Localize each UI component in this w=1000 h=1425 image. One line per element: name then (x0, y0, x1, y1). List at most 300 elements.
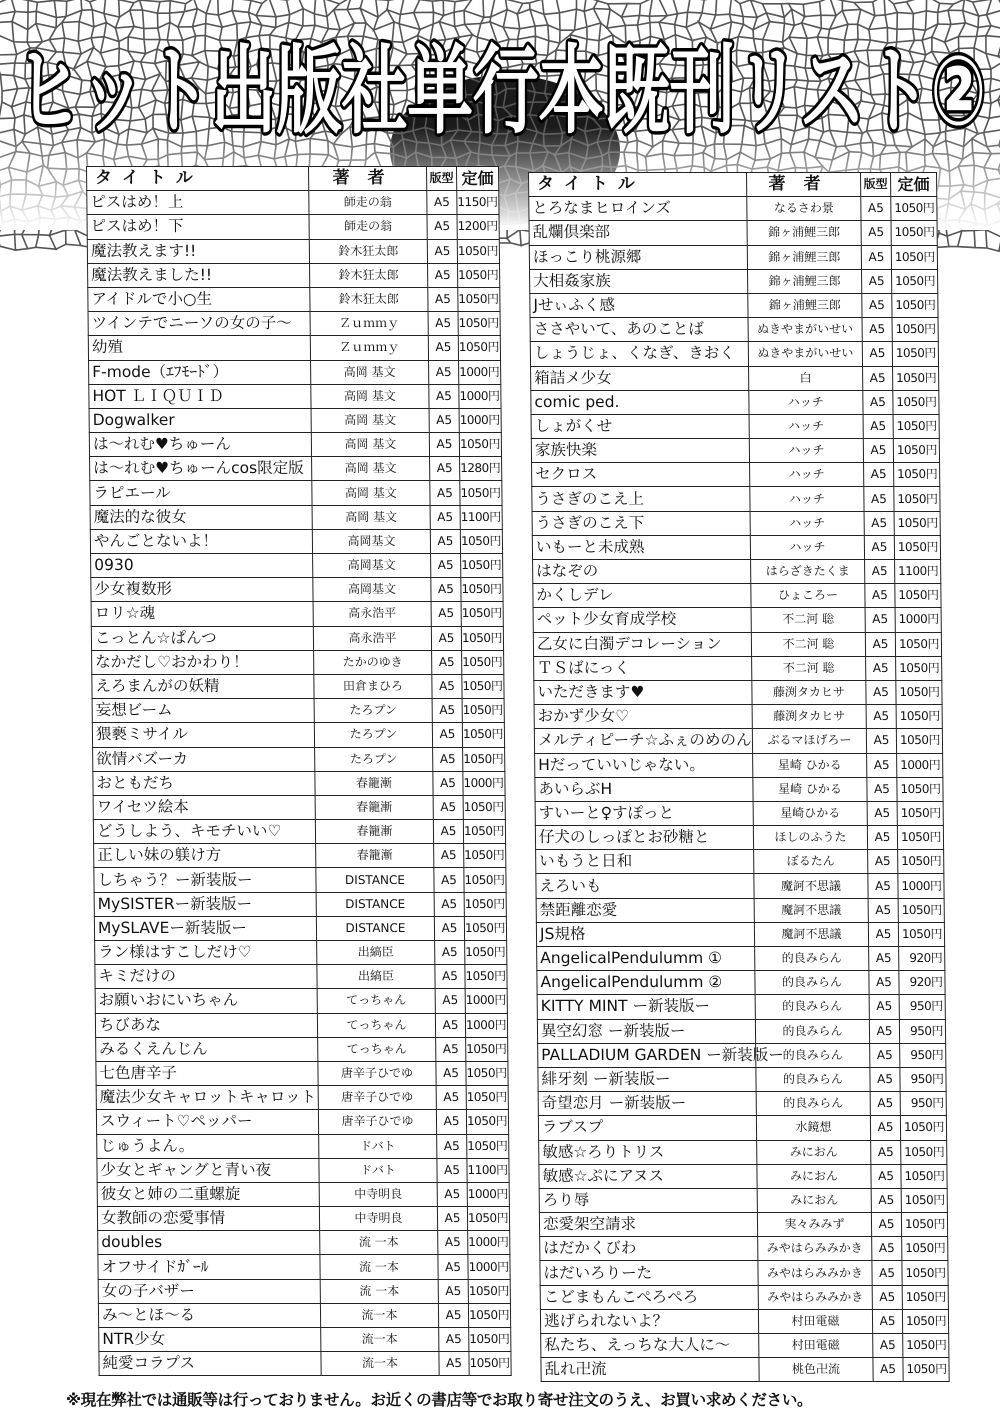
table-row (92, 723, 504, 747)
book-price-cell: 1050円 (464, 868, 506, 892)
book-price-cell: 1050円 (468, 1279, 510, 1303)
book-title-cell: 敏感☆ろりトリス (539, 1140, 757, 1164)
book-author-cell: 鈴木狂太郎 (310, 287, 428, 311)
table-row (540, 1261, 948, 1285)
book-title-cell: 魔法少女キャロットキャロット (96, 1086, 318, 1110)
book-format-cell: A5 (435, 965, 465, 989)
book-price-cell: 1050円 (466, 1037, 508, 1061)
book-format-cell: A5 (873, 1334, 903, 1358)
book-price-cell: 1050円 (466, 1061, 508, 1085)
book-author-cell: 唐辛子ひでゆ (318, 1110, 436, 1134)
book-format-cell: A5 (870, 1067, 900, 1091)
table-row (529, 245, 937, 269)
column-title-header: タイトル (529, 173, 747, 197)
book-author-cell: 春籠漸 (315, 820, 433, 844)
column-format-header: 版型 (861, 173, 891, 197)
book-author-cell: 中寺明良 (319, 1207, 437, 1231)
book-title-cell: ろり辱 (539, 1188, 757, 1212)
book-author-cell: DISTANCE (316, 916, 434, 940)
table-row (94, 892, 506, 916)
book-title-cell: Jせぃふく感 (530, 293, 748, 317)
book-format-cell: A5 (864, 463, 894, 487)
book-format-cell: A5 (872, 1237, 902, 1261)
book-format-cell: A5 (865, 560, 895, 584)
book-price-cell: 1050円 (892, 269, 938, 293)
book-author-cell: 不二河 聡 (752, 656, 866, 680)
book-author-cell: みやはらみみかき (758, 1261, 872, 1285)
book-title-cell: 妄想ビーム (92, 699, 314, 723)
table-row (540, 1309, 948, 1333)
book-title-cell: Hだっていいじゃない。 (535, 753, 753, 777)
book-title-cell: 幼殖 (88, 336, 310, 360)
table-row (96, 1086, 508, 1110)
book-format-cell: A5 (439, 1352, 469, 1376)
book-format-cell: A5 (428, 312, 458, 336)
book-author-cell: てっちゃん (317, 989, 435, 1013)
book-price-cell: 1050円 (458, 336, 500, 360)
table-row (536, 922, 944, 946)
right-book-table (528, 172, 950, 1382)
book-price-cell: 1050円 (464, 916, 506, 940)
book-price-cell: 1050円 (465, 941, 507, 965)
book-author-cell: 星崎ひかる (753, 801, 867, 825)
book-title-cell: しょがくせ (531, 414, 749, 438)
book-author-cell: 流 一本 (320, 1279, 438, 1303)
book-title-cell: 仔犬のしっぽとお砂糖と (535, 826, 753, 850)
book-author-cell: 出縞臣 (317, 941, 435, 965)
book-author-cell: 白 (749, 366, 863, 390)
book-format-cell: A5 (866, 680, 896, 704)
book-title-cell: doubles (98, 1231, 320, 1255)
book-price-cell: 1100円 (460, 505, 502, 529)
book-author-cell: Ｚｕｍｍｙ (310, 312, 428, 336)
book-title-cell: 禁距離恋愛 (536, 898, 754, 922)
book-title-cell: KITTY MINT ー新装版ー (537, 995, 755, 1019)
page-title (6, 22, 996, 152)
table-row (96, 1037, 508, 1061)
book-title-cell: は～れむ♥ちゅーん (89, 433, 311, 457)
book-format-cell: A5 (867, 826, 897, 850)
book-format-cell: A5 (871, 1213, 901, 1237)
book-title-cell: お願いおにいちゃん (95, 989, 317, 1013)
book-price-cell: 1050円 (898, 922, 944, 946)
book-title-cell: MySLAVEー新装版ー (94, 916, 316, 940)
book-author-cell: たろプン (315, 747, 433, 771)
book-author-cell: 高岡基文 (312, 529, 430, 553)
table-row (537, 947, 945, 971)
book-format-cell: A5 (871, 1164, 901, 1188)
book-format-cell: A5 (868, 898, 898, 922)
book-title-cell: ピスはめ！下 (87, 215, 309, 239)
book-price-cell: 1050円 (461, 578, 503, 602)
book-price-cell: 1050円 (902, 1261, 948, 1285)
book-title-cell: 魔法教えます!! (87, 239, 309, 263)
book-price-cell: 1050円 (894, 487, 940, 511)
footer-note: ※現在弊社では通販等は行っておりません。お近くの書店等でお取り寄せ注文のうえ、お買い求めください。 (66, 1391, 813, 1409)
book-price-cell: 1050円 (459, 433, 501, 457)
book-format-cell: A5 (864, 487, 894, 511)
book-format-cell: A5 (861, 245, 891, 269)
table-row (90, 529, 502, 553)
column-author-header: 著者 (747, 173, 861, 197)
book-title-cell: うさぎのこえ下 (532, 511, 750, 535)
book-author-cell: 春籠漸 (315, 795, 433, 819)
table-row (533, 608, 941, 632)
book-price-cell: 1000円 (467, 1182, 509, 1206)
book-price-cell: 1050円 (902, 1309, 948, 1333)
book-format-cell: A5 (432, 674, 462, 698)
book-author-cell: 的良みらん (755, 995, 869, 1019)
book-price-cell: 920円 (899, 971, 945, 995)
book-author-cell: 魔訶不思議 (754, 898, 868, 922)
book-author-cell: 鈴木狂太郎 (309, 239, 427, 263)
column-author-header: 著者 (309, 167, 427, 191)
book-title-cell: 魔法教えました!! (88, 263, 310, 287)
book-author-cell: 高岡基文 (313, 554, 431, 578)
book-format-cell: A5 (429, 384, 459, 408)
table-row (534, 680, 942, 704)
book-author-cell: てっちゃん (318, 1037, 436, 1061)
column-title-header: タイトル (87, 167, 309, 191)
book-title-cell: MySISTERー新装版ー (94, 892, 316, 916)
table-row (89, 360, 501, 384)
book-format-cell: A5 (438, 1279, 468, 1303)
table-row (93, 795, 505, 819)
column-format-header: 版型 (427, 167, 457, 191)
book-author-cell: 高岡 基文 (311, 433, 429, 457)
table-row (539, 1188, 947, 1212)
book-author-cell: たろプン (314, 723, 432, 747)
book-author-cell: 星崎 ひかる (753, 753, 867, 777)
book-author-cell: 村田電磁 (759, 1334, 873, 1358)
table-row (97, 1134, 509, 1158)
book-format-cell: A5 (868, 922, 898, 946)
table-row (530, 342, 938, 366)
book-author-cell: ドバト (319, 1158, 437, 1182)
book-format-cell: A5 (871, 1188, 901, 1212)
book-price-cell: 1050円 (893, 366, 939, 390)
table-row (540, 1237, 948, 1261)
book-price-cell: 1050円 (458, 263, 500, 287)
book-title-cell: ほっこり桃源郷 (529, 245, 747, 269)
book-price-cell: 1150円 (457, 191, 499, 215)
book-author-cell: 的良みらん (755, 1019, 869, 1043)
book-format-cell: A5 (427, 239, 457, 263)
book-format-cell: A5 (430, 481, 460, 505)
book-price-cell: 1050円 (898, 850, 944, 874)
table-row (538, 1067, 946, 1091)
table-row (535, 826, 943, 850)
book-author-cell: 魔訶不思議 (754, 874, 868, 898)
book-format-cell: A5 (432, 723, 462, 747)
book-author-cell: 藤渕タカヒサ (752, 680, 866, 704)
book-format-cell: A5 (429, 360, 459, 384)
book-author-cell: 的良みらん (755, 971, 869, 995)
book-author-cell: ハッチ (749, 390, 863, 414)
right-header-row (529, 173, 937, 197)
book-price-cell: 1000円 (459, 408, 501, 432)
table-row (532, 463, 940, 487)
book-price-cell: 1050円 (902, 1237, 948, 1261)
book-format-cell: A5 (433, 771, 463, 795)
table-row (91, 554, 503, 578)
table-row (95, 989, 507, 1013)
book-author-cell: 高岡基文 (313, 578, 431, 602)
book-price-cell: 1050円 (896, 729, 942, 753)
table-row (530, 293, 938, 317)
book-price-cell: 1050円 (893, 414, 939, 438)
book-price-cell: 950円 (899, 1019, 945, 1043)
book-format-cell: A5 (438, 1255, 468, 1279)
book-format-cell: A5 (866, 705, 896, 729)
table-row (534, 656, 942, 680)
table-row (537, 995, 945, 1019)
book-author-cell: 高岡 基文 (312, 505, 430, 529)
table-row (541, 1358, 949, 1382)
page-title-text: ヒット出版社単行本既刊リスト② (16, 35, 986, 147)
book-price-cell: 1050円 (901, 1213, 947, 1237)
book-format-cell: A5 (866, 729, 896, 753)
book-price-cell: 950円 (899, 995, 945, 1019)
book-title-cell: 0930 (91, 554, 313, 578)
book-format-cell: A5 (872, 1261, 902, 1285)
book-title-cell: AngelicalPendulumm ② (537, 971, 755, 995)
table-row (94, 868, 506, 892)
book-author-cell: ぬきやまがいせい (748, 318, 862, 342)
book-format-cell: A5 (432, 650, 462, 674)
table-row (536, 850, 944, 874)
book-title-cell: ラン様はすこしだけ♡ (95, 941, 317, 965)
book-format-cell: A5 (435, 941, 465, 965)
book-author-cell: 流 一本 (320, 1231, 438, 1255)
book-format-cell: A5 (435, 1013, 465, 1037)
book-title-cell: ちびあな (95, 1013, 317, 1037)
book-price-cell: 1050円 (467, 1207, 509, 1231)
table-row (93, 820, 505, 844)
book-format-cell: A5 (863, 390, 893, 414)
book-format-cell: A5 (436, 1037, 466, 1061)
book-title-cell: JS規格 (536, 922, 754, 946)
book-price-cell: 950円 (900, 1092, 946, 1116)
table-row (539, 1164, 947, 1188)
book-title-cell: 欲情バズーカ (93, 747, 315, 771)
book-format-cell: A5 (431, 554, 461, 578)
book-format-cell: A5 (863, 414, 893, 438)
book-format-cell: A5 (437, 1158, 467, 1182)
table-row (534, 729, 942, 753)
book-format-cell: A5 (868, 874, 898, 898)
book-price-cell: 1000円 (465, 989, 507, 1013)
book-format-cell: A5 (428, 336, 458, 360)
book-author-cell: 高永浩平 (313, 626, 431, 650)
book-author-cell: ドバト (319, 1134, 437, 1158)
book-title-cell: ささやいて、あのことば (530, 318, 748, 342)
table-row (533, 584, 941, 608)
book-title-cell: 女の子バザー (98, 1279, 320, 1303)
book-price-cell: 1050円 (462, 650, 504, 674)
book-title-cell: いもうと日和 (536, 850, 754, 874)
book-author-cell: ハッチ (750, 511, 864, 535)
book-title-cell: アイドルで小○生 (88, 287, 310, 311)
book-price-cell: 1000円 (459, 360, 501, 384)
book-author-cell: 田倉まひろ (314, 674, 432, 698)
book-price-cell: 1050円 (901, 1188, 947, 1212)
book-price-cell: 1050円 (466, 1086, 508, 1110)
book-price-cell: 1050円 (893, 439, 939, 463)
book-format-cell: A5 (431, 578, 461, 602)
book-title-cell: はなぞの (533, 560, 751, 584)
book-title-cell: 逃げられないよ？ (540, 1309, 758, 1333)
book-price-cell: 1050円 (467, 1134, 509, 1158)
book-title-cell: 正しい妹の躾け方 (94, 844, 316, 868)
book-format-cell: A5 (872, 1309, 902, 1333)
table-row (97, 1182, 509, 1206)
book-title-cell: AngelicalPendulumm ① (537, 947, 755, 971)
table-row (531, 439, 939, 463)
book-format-cell: A5 (439, 1328, 469, 1352)
book-format-cell: A5 (434, 844, 464, 868)
book-price-cell: 1050円 (466, 1110, 508, 1134)
book-format-cell: A5 (871, 1140, 901, 1164)
book-author-cell: 唐辛子ひでゆ (318, 1086, 436, 1110)
book-format-cell: A5 (434, 892, 464, 916)
table-row (99, 1352, 511, 1376)
table-row (90, 505, 502, 529)
table-row (530, 269, 938, 293)
book-price-cell: 1000円 (895, 608, 941, 632)
book-author-cell: 出縞臣 (317, 965, 435, 989)
book-title-cell: 敏感☆ぷにアヌス (539, 1164, 757, 1188)
book-format-cell: A5 (429, 433, 459, 457)
book-format-cell: A5 (435, 989, 465, 1013)
table-row (91, 602, 503, 626)
book-title-cell: ワイセツ絵本 (93, 795, 315, 819)
table-row (98, 1279, 510, 1303)
book-author-cell: 高岡 基文 (311, 408, 429, 432)
book-price-cell: 1050円 (461, 602, 503, 626)
table-row (532, 535, 940, 559)
book-price-cell: 1050円 (463, 795, 505, 819)
book-price-cell: 1000円 (468, 1255, 510, 1279)
book-title-cell: スウィート♡ペッパー (96, 1110, 318, 1134)
book-format-cell: A5 (427, 191, 457, 215)
table-row (89, 408, 501, 432)
book-title-cell: ピスはめ！上 (87, 191, 309, 215)
book-price-cell: 1050円 (897, 801, 943, 825)
book-author-cell: みやはらみみかき (758, 1237, 872, 1261)
left-book-table (86, 166, 512, 1376)
book-format-cell: A5 (430, 529, 460, 553)
book-author-cell: 鈴木狂太郎 (310, 263, 428, 287)
book-author-cell: たかのゆき (314, 650, 432, 674)
table-row (537, 971, 945, 995)
book-price-cell: 1000円 (463, 771, 505, 795)
book-price-cell: 1050円 (469, 1328, 511, 1352)
book-price-cell: 1050円 (463, 747, 505, 771)
table-row (88, 287, 500, 311)
book-title-cell: 大相姦家族 (530, 269, 748, 293)
book-title-cell: やんごとないよ！ (90, 529, 312, 553)
book-price-cell: 1050円 (897, 826, 943, 850)
table-row (96, 1110, 508, 1134)
book-title-cell: 乱れ卍流 (541, 1358, 759, 1382)
book-author-cell: たろプン (314, 699, 432, 723)
book-format-cell: A5 (862, 293, 892, 317)
book-price-cell: 920円 (899, 947, 945, 971)
book-title-cell: み～とほ～る (98, 1303, 320, 1327)
book-format-cell: A5 (865, 632, 895, 656)
table-row (532, 487, 940, 511)
table-row (95, 1013, 507, 1037)
table-row (93, 747, 505, 771)
table-row (91, 626, 503, 650)
book-price-cell: 1000円 (897, 753, 943, 777)
table-row (98, 1231, 510, 1255)
table-row (94, 916, 506, 940)
book-format-cell: A5 (863, 439, 893, 463)
book-title-cell: comic ped. (531, 390, 749, 414)
table-row (532, 511, 940, 535)
book-title-cell: はだかくびわ (540, 1237, 758, 1261)
table-row (87, 239, 499, 263)
book-price-cell: 1000円 (898, 874, 944, 898)
table-row (535, 777, 943, 801)
table-row (536, 898, 944, 922)
table-row (87, 215, 499, 239)
book-author-cell: 中寺明良 (319, 1182, 437, 1206)
table-row (531, 414, 939, 438)
book-price-cell: 1050円 (891, 245, 937, 269)
book-format-cell: A5 (869, 947, 899, 971)
book-format-cell: A5 (438, 1303, 468, 1327)
book-author-cell: ハッチ (749, 414, 863, 438)
table-row (535, 801, 943, 825)
book-format-cell: A5 (427, 215, 457, 239)
book-price-cell: 1050円 (891, 221, 937, 245)
book-format-cell: A5 (434, 916, 464, 940)
book-author-cell: ほしのふうた (753, 826, 867, 850)
book-author-cell: 水鏡想 (756, 1116, 870, 1140)
book-format-cell: A5 (862, 342, 892, 366)
book-format-cell: A5 (861, 221, 891, 245)
book-price-cell: 1050円 (465, 965, 507, 989)
table-row (95, 965, 507, 989)
book-author-cell: はらざきたくま (751, 560, 865, 584)
book-author-cell: ハッチ (749, 439, 863, 463)
book-title-cell: ロリ☆魂 (91, 602, 313, 626)
table-row (91, 578, 503, 602)
left-header-row (87, 167, 499, 191)
book-price-cell: 1050円 (464, 892, 506, 916)
book-format-cell: A5 (438, 1231, 468, 1255)
book-price-cell: 1050円 (469, 1352, 511, 1376)
book-author-cell: 不二河 聡 (751, 632, 865, 656)
book-title-cell: 猥褻ミサイル (92, 723, 314, 747)
book-price-cell: 1050円 (458, 312, 500, 336)
table-row (535, 753, 943, 777)
book-author-cell: 桃色卍流 (759, 1358, 873, 1382)
book-author-cell: 不二河 聡 (751, 608, 865, 632)
book-title-cell: ラブスプ (538, 1116, 756, 1140)
book-title-cell: すいーと♀すぽっと (535, 801, 753, 825)
book-title-cell: かくしデレ (533, 584, 751, 608)
book-format-cell: A5 (868, 850, 898, 874)
book-price-cell: 1050円 (901, 1140, 947, 1164)
table-row (88, 336, 500, 360)
book-format-cell: A5 (436, 1086, 466, 1110)
book-author-cell: 的良みらん (756, 1043, 870, 1067)
book-format-cell: A5 (428, 263, 458, 287)
